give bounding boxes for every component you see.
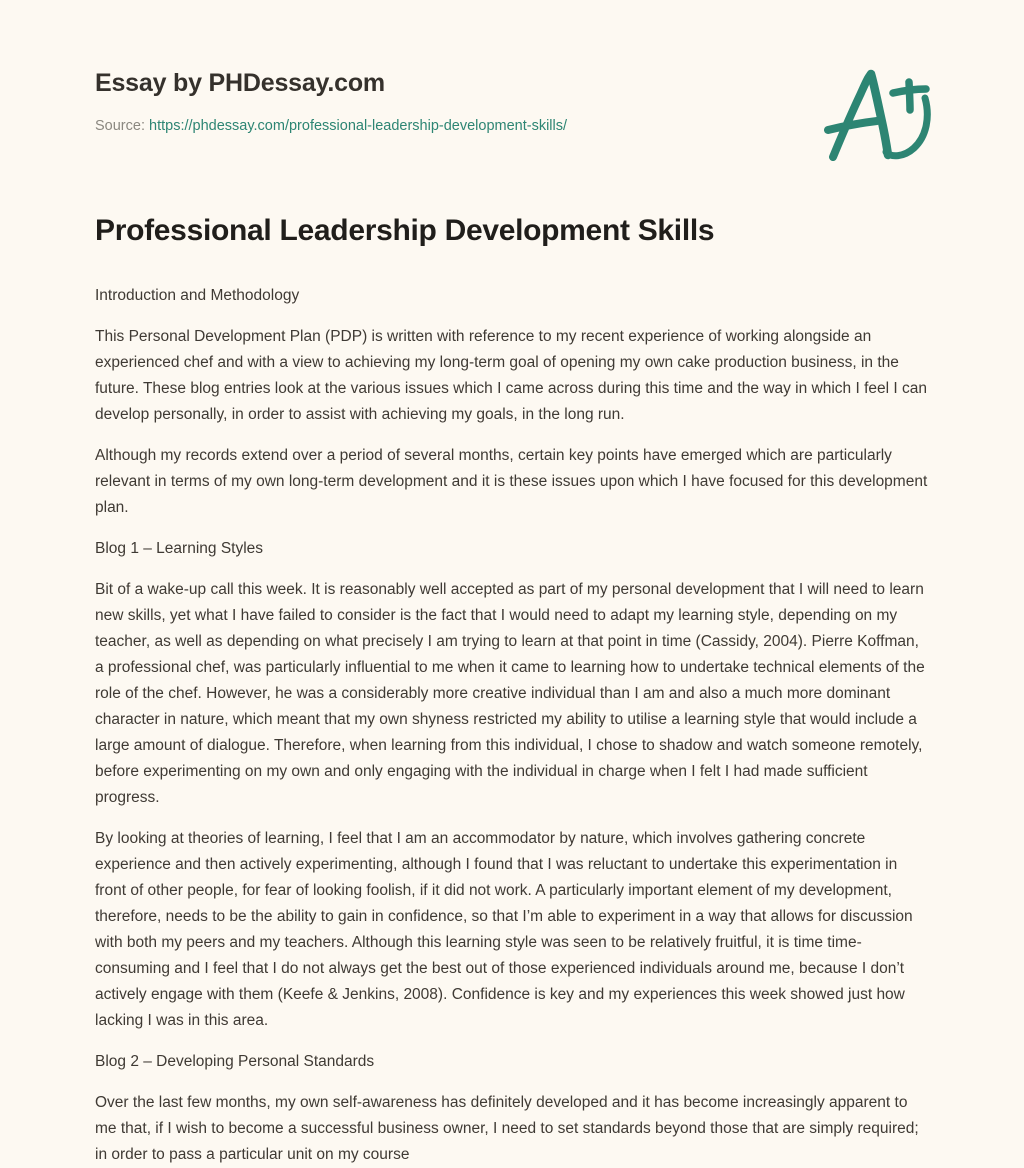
brand-title: Essay by PHDessay.com	[95, 69, 385, 97]
article-body	[95, 249, 929, 1168]
paragraph: Introduction and Methodology	[95, 287, 300, 305]
aplus-logo-icon	[814, 60, 944, 165]
paragraph: Bit of a wake-up call this week. It is reasonably well accepted as part of my personal development that I will need to learn new skills, yet what I have failed to consider is the fact that I would need to adapt my learning style, depending on my teacher, as well as depending on what precisely I am trying to learn at that point in time (Cassidy, 2004). Pierre Koffman, a professional chef, was particularly influential to me when it came to learning how to undertake technical elements of the role of the chef. However, he was a considerably more creative individual than I am and also a much more dominant character in nature, which meant that my own shyness restricted my ability to utilise a learning style that would include a large amount of dialogue. Therefore, when learning from this individual, I chose to shadow and watch someone remotely, before experimenting on my own and only engaging with the individual in charge when I felt I had made sufficient progress.	[95, 581, 925, 807]
paragraph: Over the last few months, my own self-awareness has definitely developed and it has become increasingly apparent to me that, if I wish to become a successful business owner, I need to set standards beyond those that are simply required; in order to pass a particular unit on my course	[95, 1094, 919, 1164]
paragraph: Although my records extend over a period of several months, certain key points have emerged which are particularly relevant in terms of my own long-term development and it is these issues upon which I have focused for this development plan.	[95, 447, 928, 517]
paragraph: Blog 2 – Developing Personal Standards	[95, 1053, 375, 1071]
page-title: Professional Leadership Development Skills	[95, 213, 715, 247]
page-header	[95, 0, 929, 136]
source-url-link[interactable]: https://phdessay.com/professional-leadership-development-skills/	[149, 118, 568, 134]
paragraph: Blog 1 – Learning Styles	[95, 540, 264, 558]
source-line	[95, 117, 929, 136]
paragraph: This Personal Development Plan (PDP) is written with reference to my recent experience of working alongside an experienced chef and with a view to achieving my long-term goal of opening my own cake production business, in the future. These blog entries look at the various issues which I came across during this time and the way in which I feel I can develop personally, in order to assist with achieving my goals, in the long run.	[95, 328, 927, 424]
source-label: Source:	[95, 118, 145, 134]
paragraph: By looking at theories of learning, I feel that I am an accommodator by nature, which involves gathering concrete experience and then actively experimenting, although I found that I was reluctant to undertake this experimentation in front of other people, for fear of looking foolish, if it did not work. A particularly important element of my development, therefore, needs to be the ability to gain in confidence, so that I’m able to experiment in a way that allows for discussion with both my peers and my teachers. Although this learning style was seen to be relatively fruitful, it is time time-consuming and I feel that I do not always get the best out of those experienced individuals around me, because I don’t actively engage with them (Keefe & Jenkins, 2008). Confidence is key and my experiences this week showed just how lacking I was in this area.	[95, 830, 913, 1030]
